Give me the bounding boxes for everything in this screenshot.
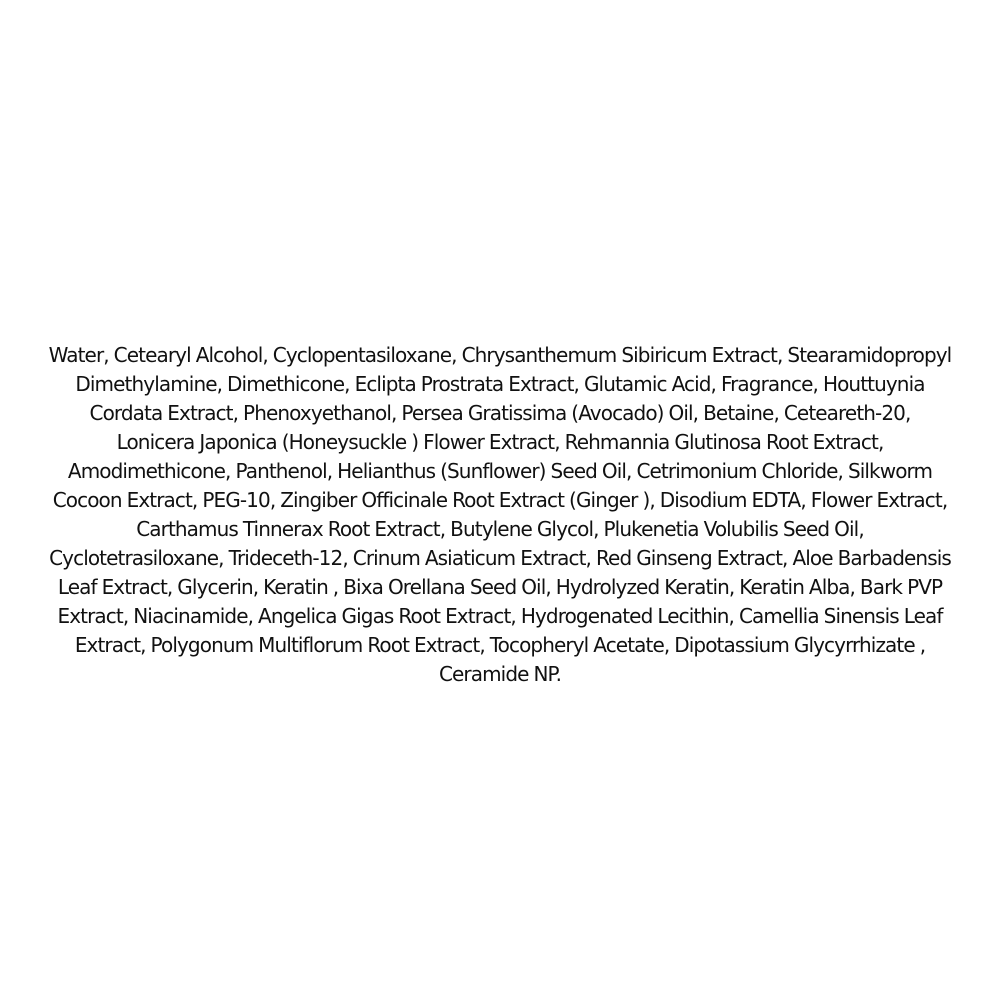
ingredients-line: Ceramide NP.: [438, 662, 562, 686]
ingredients-line: Cordata Extract, Phenoxyethanol, Persea Gratissima (Avocado) Oil, Betaine, Ceteareth-20,: [89, 401, 911, 425]
ingredients-line: Extract, Polygonum Multiflorum Root Extract, Tocopheryl Acetate, Dipotassium Glycyrrhizate ,: [74, 633, 926, 657]
ingredients-line: Leaf Extract, Glycerin, Keratin , Bixa Orellana Seed Oil, Hydrolyzed Keratin, Keratin Alba, Bark PVP: [57, 575, 943, 599]
ingredients-line: Amodimethicone, Panthenol, Helianthus (Sunflower) Seed Oil, Cetrimonium Chloride, Silkworm: [67, 459, 933, 483]
ingredients-line: Extract, Niacinamide, Angelica Gigas Root Extract, Hydrogenated Lecithin, Camellia Sinensis Leaf: [57, 604, 943, 628]
ingredients-line: Cyclotetrasiloxane, Trideceth-12, Crinum Asiaticum Extract, Red Ginseng Extract, Aloe Barbadensis: [49, 546, 951, 570]
ingredients-line: Cocoon Extract, PEG-10, Zingiber Officinale Root Extract (Ginger ), Disodium EDTA, Flower Extract,: [52, 488, 948, 512]
ingredients-line: Lonicera Japonica (Honeysuckle ) Flower Extract, Rehmannia Glutinosa Root Extract,: [116, 430, 884, 454]
ingredients-line: Water, Cetearyl Alcohol, Cyclopentasiloxane, Chrysanthemum Sibiricum Extract, Stearamidopropyl: [48, 343, 952, 367]
ingredients-line: Carthamus Tinnerax Root Extract, Butylene Glycol, Plukenetia Volubilis Seed Oil,: [136, 517, 864, 541]
ingredients-line: Dimethylamine, Dimethicone, Eclipta Prostrata Extract, Glutamic Acid, Fragrance, Houttuynia: [75, 372, 925, 396]
ingredients-list: [0, 341, 1000, 689]
